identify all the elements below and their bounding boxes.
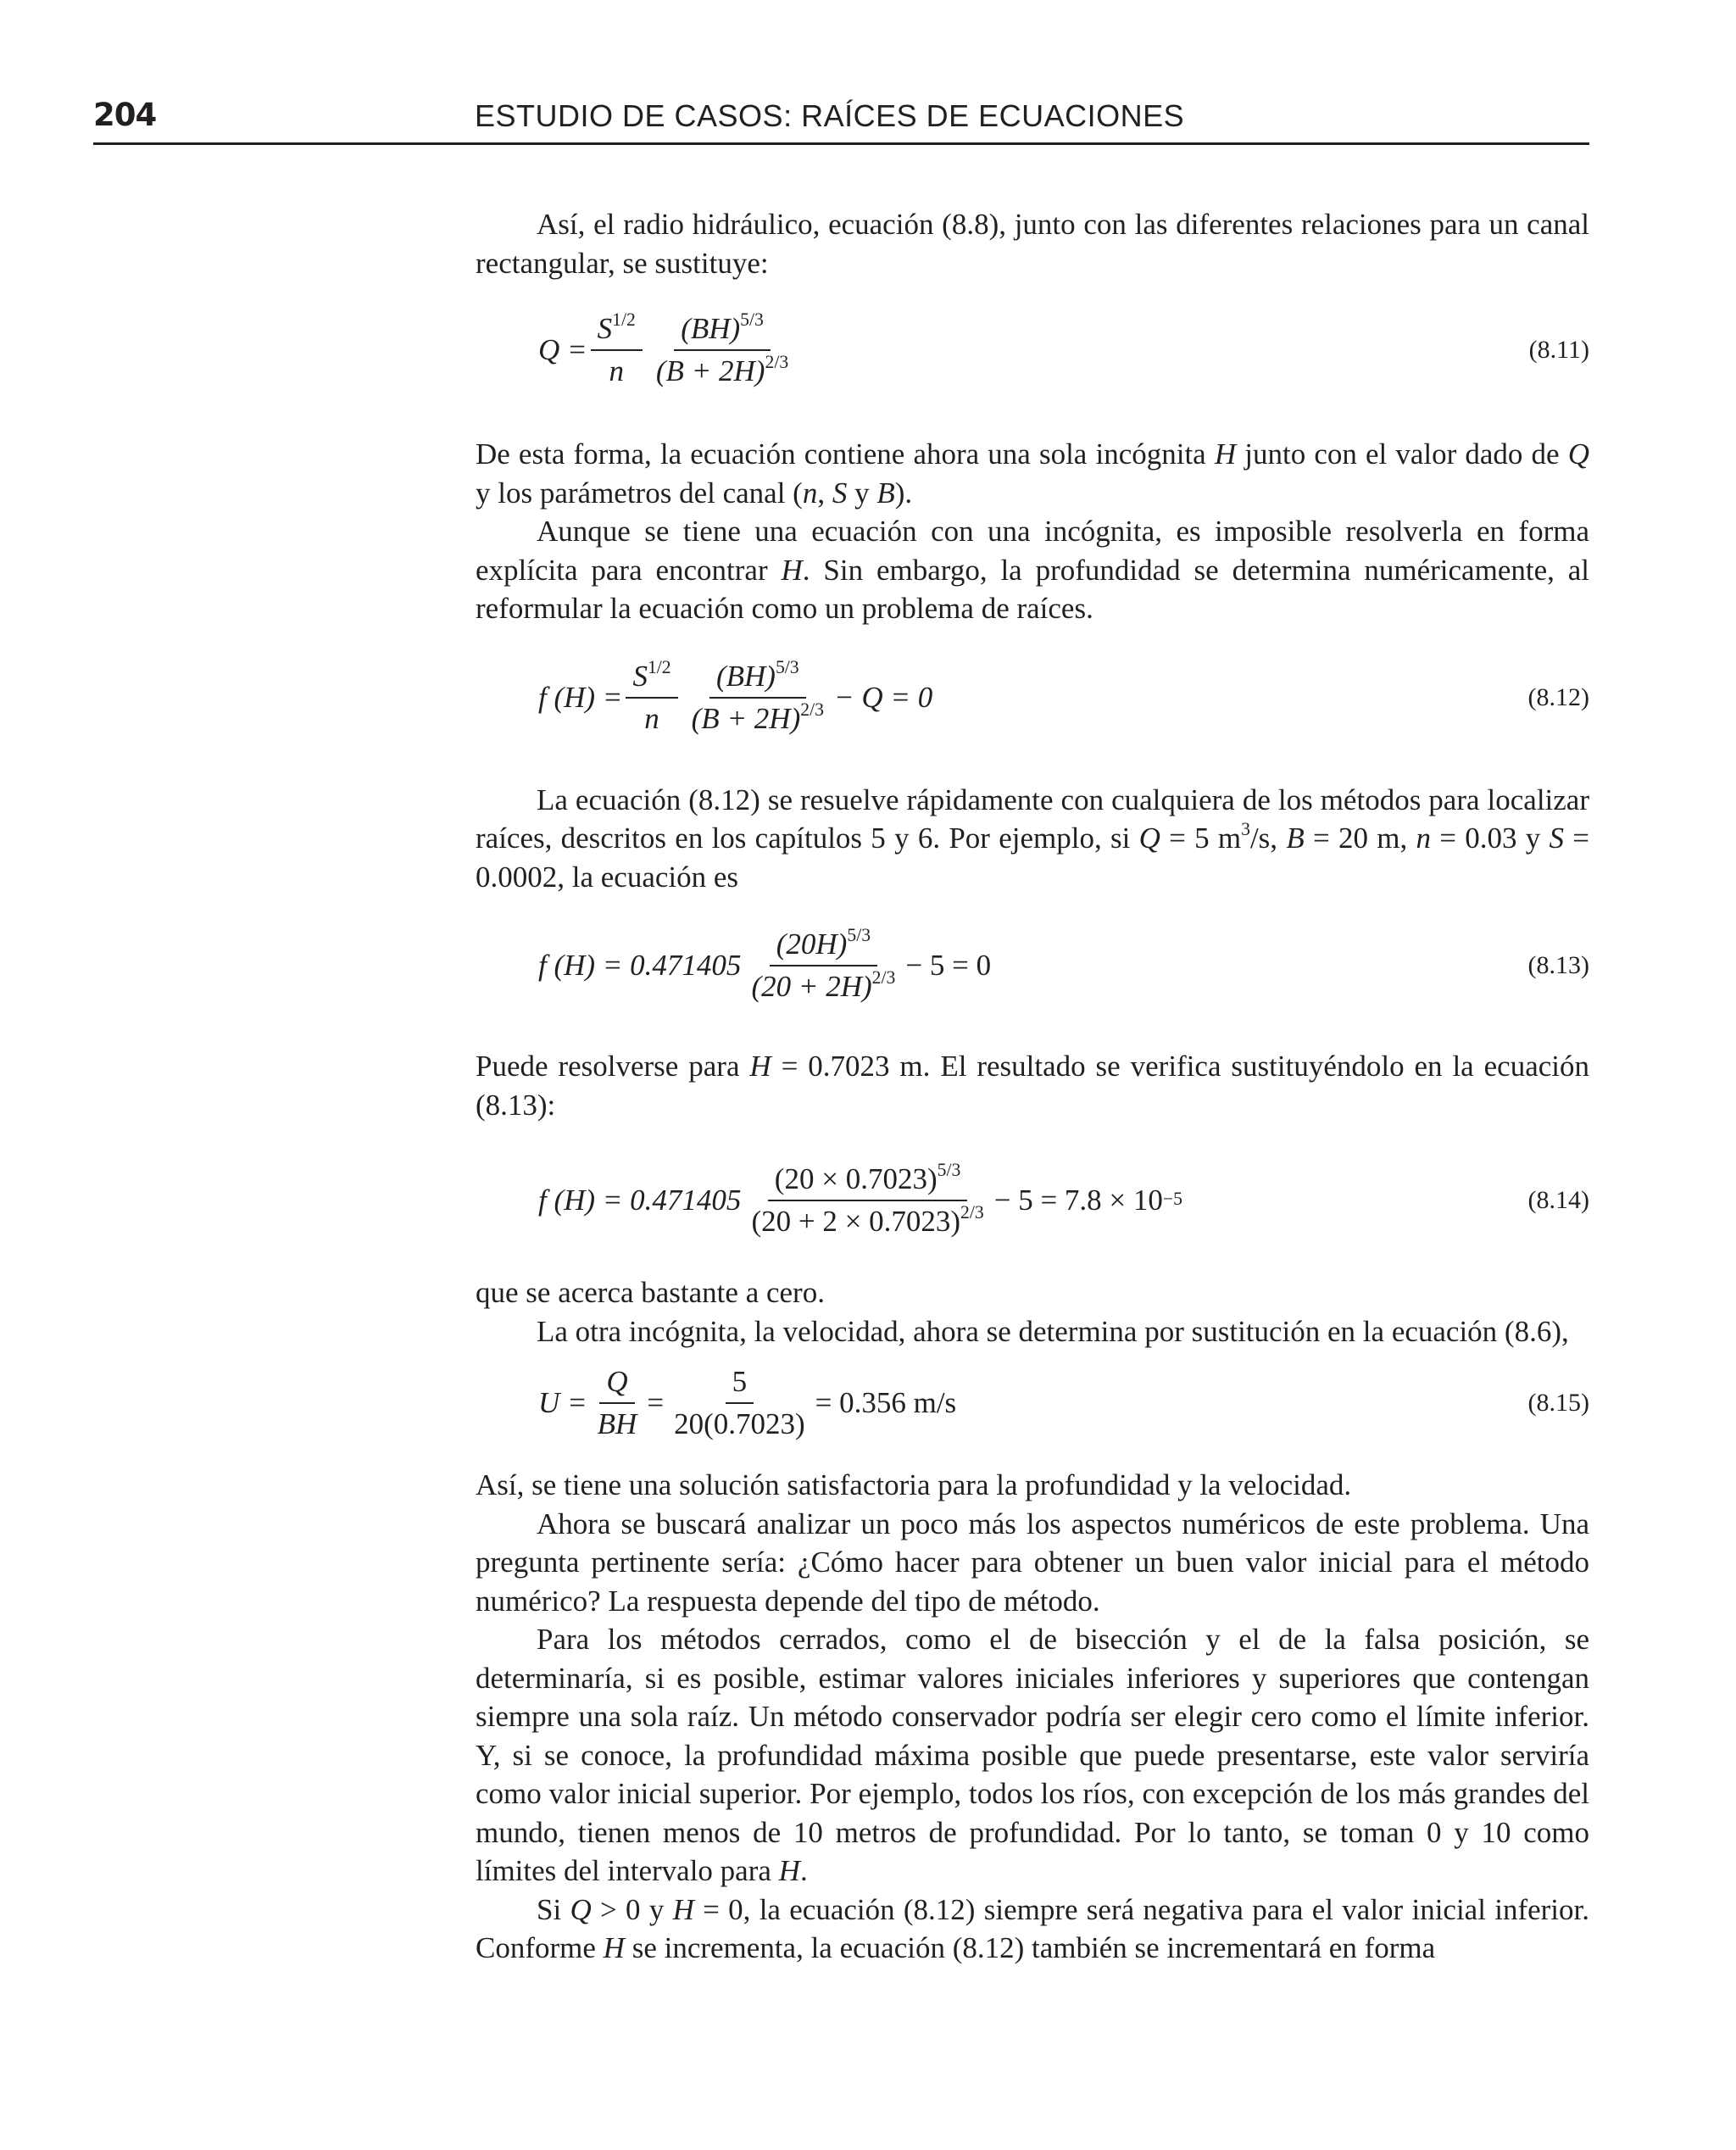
equation-8-11: Q = $\frac{S^{1/2}}{n}$ $\frac{(BH)^{5/3}}{(B + 2H)^{2/3}}$ (8.11) (476, 301, 1589, 399)
body-text (476, 205, 1589, 1968)
equation-number: (8.15) (1527, 1389, 1589, 1418)
paragraph: Si Q > 0 y H = 0, la ecuación (8.12) siempre será negativa para el valor inicial inferior. Conforme H se incrementa, la ecuación (8.12) también se incrementará en forma (476, 1892, 1589, 1964)
equation-number: (8.11) (1528, 336, 1589, 365)
equation-number: (8.13) (1527, 951, 1589, 980)
paragraph: Ahora se buscará analizar un poco más los aspectos numéricos de este problema. Una pregunta pertinente sería: ¿Cómo hacer para obtener un buen valor inicial para el método numérico? La respuesta depende del tipo de método. (476, 1507, 1589, 1618)
equation-8-12: f (H) = $\frac{S^{1/2}}{n}$ $\frac{(BH)^{5/3}}{(B + 2H)^{2/3}}$ − Q = 0 (8.12) (476, 649, 1589, 747)
fraction: $\frac{5}{20(0.7023)}$ (674, 1365, 805, 1440)
equation-8-13: f (H) = 0.471405 $\frac{(20H)^{5/3}}{(20 + 2H)^{2/3}}$ − 5 = 0 (8.13) (476, 916, 1589, 1015)
paragraph: La ecuación (8.12) se resuelve rápidamente con cualquiera de los métodos para localizar raíces, descritos en los capítulos 5 y 6. Por ejemplo, si Q = 5 $m^3/s$, B = 20 m, n = 0.03 y S = 0.0002, la ecuación es (476, 783, 1589, 894)
paragraph: La otra incógnita, la velocidad, ahora se determina por sustitución en la ecuación (8.6), (537, 1314, 1569, 1348)
paragraph: Así, se tiene una solución satisfactoria para la profundidad y la velocidad. (476, 1468, 1352, 1501)
paragraph: Puede resolverse para H = 0.7023 m. El resultado se verifica sustituyéndolo en la ecuación (8.13): (476, 1050, 1589, 1122)
paragraph: que se acerca bastante a cero. (476, 1276, 825, 1309)
fraction: $\frac{S^{1/2}}{n}$ (591, 312, 643, 388)
equation-number: (8.12) (1527, 682, 1589, 711)
fraction: $\frac{(BH)^{5/3}}{(B + 2H)^{2/3}}$ (655, 309, 789, 387)
paragraph: Aunque se tiene una ecuación con una incógnita, es imposible resolverla en forma explícita para encontrar H. Sin embargo, la profundidad se determina numéricamente, al reformular la ecuación como un problema de raíces. (476, 515, 1589, 625)
page-header (93, 92, 1589, 145)
paragraph: Para los métodos cerrados, como el de bisección y el de la falsa posición, se determinaría, si es posible, estimar valores iniciales inferiores y superiores que contengan siempre una sola raíz. Un método conservador podría ser elegir cero como el límite inferior. Y, si se conoce, la profundidad máxima posible que puede presentarse, este valor serviría como valor inicial superior. Por ejemplo, todos los ríos, con excepción de los más grandes del mundo, tienen menos de 10 metros de profundidad. Por lo tanto, se toman 0 y 10 como límites del intervalo para H. (476, 1623, 1589, 1887)
equation-8-15: U = $\frac{Q}{BH}$ = $\frac{5}{20(0.7023)}$ = 0.356 m/s (8.15) (476, 1356, 1589, 1451)
page-number: 204 (93, 97, 157, 133)
fraction: $\frac{(20 \times 0.7023)^{5/3}}{(20 + 2 \times 0.7023)^{2/3}}$ (751, 1160, 984, 1238)
equation-8-14: f (H) = 0.471405 $\frac{(20 \times 0.7023)^{5/3}}{(20 + 2 \times 0.7023)^{2/3}}$ − 5 = 7.8 × 10 $^{-5}$ (8.14) (476, 1151, 1589, 1250)
fraction: $\frac{(20H)^{5/3}}{(20 + 2H)^{2/3}}$ (751, 925, 896, 1003)
paragraph: Así, el radio hidráulico, ecuación (8.8), junto con las diferentes relaciones para un canal rectangular, se sustituye: (476, 208, 1589, 280)
running-head: ESTUDIO DE CASOS: RAÍCES DE ECUACIONES (475, 98, 1185, 133)
fraction: $\frac{S^{1/2}}{n}$ (626, 660, 677, 736)
paragraph: De esta forma, la ecuación contiene ahora una sola incógnita H junto con el valor dado de Q y los parámetros del canal (n, S y B). (476, 437, 1589, 510)
equation-number: (8.14) (1527, 1186, 1589, 1215)
fraction: $\frac{Q}{BH}$ (597, 1365, 637, 1440)
fraction: $\frac{(BH)^{5/3}}{(B + 2H)^{2/3}}$ (691, 656, 824, 735)
